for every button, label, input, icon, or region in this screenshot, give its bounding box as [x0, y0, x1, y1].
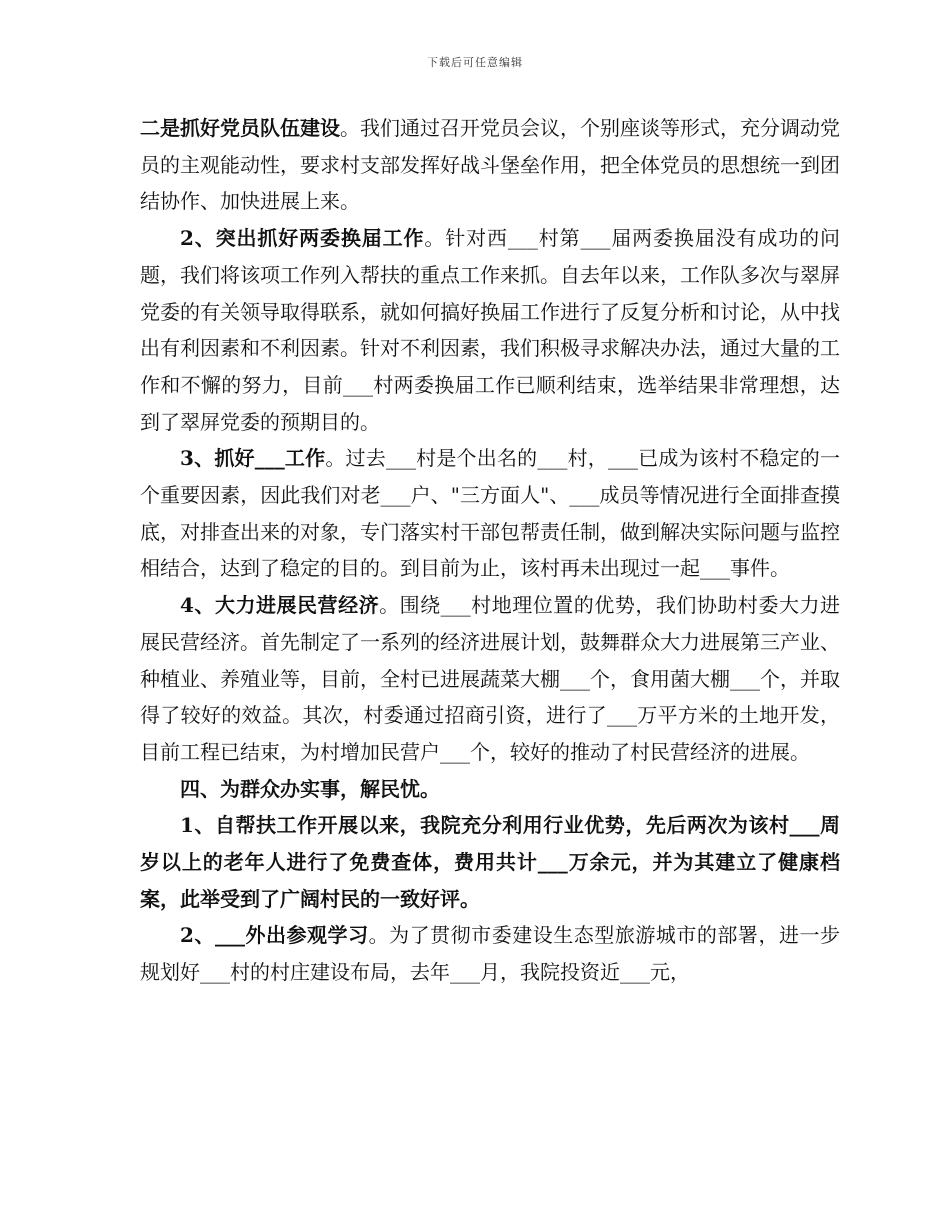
section-heading-four: [140, 771, 840, 808]
paragraph-text: 。围绕___村地理位置的优势，我们协助村委大力进展民营经济。首先制定了一系列的经济进展计划，鼓舞群众大力进展第三产业、种植业、养殖业等，目前，全村已进展蔬菜大棚___个，食用菌大棚___个，并取得了较好的效益。其次，村委通过招商引资，进行了___万平方米的土地开发，目前工程已结束，为村增加民营户___个，较好的推动了村民营经济的进展。: [140, 593, 841, 764]
paragraph-heading: 二是抓好党员队伍建设: [140, 116, 340, 140]
paragraph-heading: 4、大力进展民营经济: [180, 593, 380, 618]
page-header: 下载后可任意编辑: [427, 56, 523, 69]
paragraph-heading: 2、___外出参观学习: [180, 923, 369, 948]
section-heading: 四、为群众办实事，解民忧。: [180, 776, 440, 801]
paragraph-party-team: [140, 110, 840, 220]
paragraph-text: 。我们通过召开党员会议，个别座谈等形式，充分调动党员的主观能动性，要求村支部发挥好战斗堡垒作用，把全体党员的思想统一到团结协作、加快进展上来。: [140, 116, 840, 214]
paragraph-economy: [140, 587, 840, 771]
document-body: [140, 110, 840, 991]
paragraph-text: 。针对西___村第___届两委换届没有成功的问题，我们将该项工作列入帮扶的重点工作来抓。自去年以来，工作队多次与翠屏党委的有关领导取得联系，就如何搞好换届工作进行了反复分析和讨论，从中找出有利因素和不利因素。针对不利因素，我们积极寻求解决办法，通过大量的工作和不懈的努力，目前___村两委换届工作已顺利结束，选举结果非常理想，达到了翠屏党委的预期目的。: [140, 226, 841, 434]
paragraph-heading: 1、自帮扶工作开展以来，我院充分利用行业优势，先后两次为该村___周岁以上的老年人进行了免费查体，费用共计___万余元，并为其建立了健康档案，此举受到了广阔村民的一致好评。: [140, 813, 840, 911]
paragraph-health-check: [140, 807, 840, 917]
paragraph-heading: 3、抓好___工作: [180, 446, 326, 471]
paragraph-stability: [140, 440, 840, 587]
paragraph-heading: 2、突出抓好两委换届工作: [180, 226, 425, 251]
paragraph-study-visit: [140, 917, 840, 990]
paragraph-text: 。过去___村是个出名的___村，___已成为该村不稳定的一个重要因素，因此我们对老___户、"三方面人"、___成员等情况进行全面排查摸底，对排查出来的对象，专门落实村干部包帮责任制，做到解决实际问题与监控相结合，达到了稳定的目的。到目前为止，该村再未出现过一起___事件。: [140, 446, 841, 581]
paragraph-election: [140, 220, 840, 440]
paragraph-text: 。为了贯彻市委建设生态型旅游城市的部署，进一步规划好___村的村庄建设布局，去年___月，我院投资近___元，: [140, 923, 841, 985]
